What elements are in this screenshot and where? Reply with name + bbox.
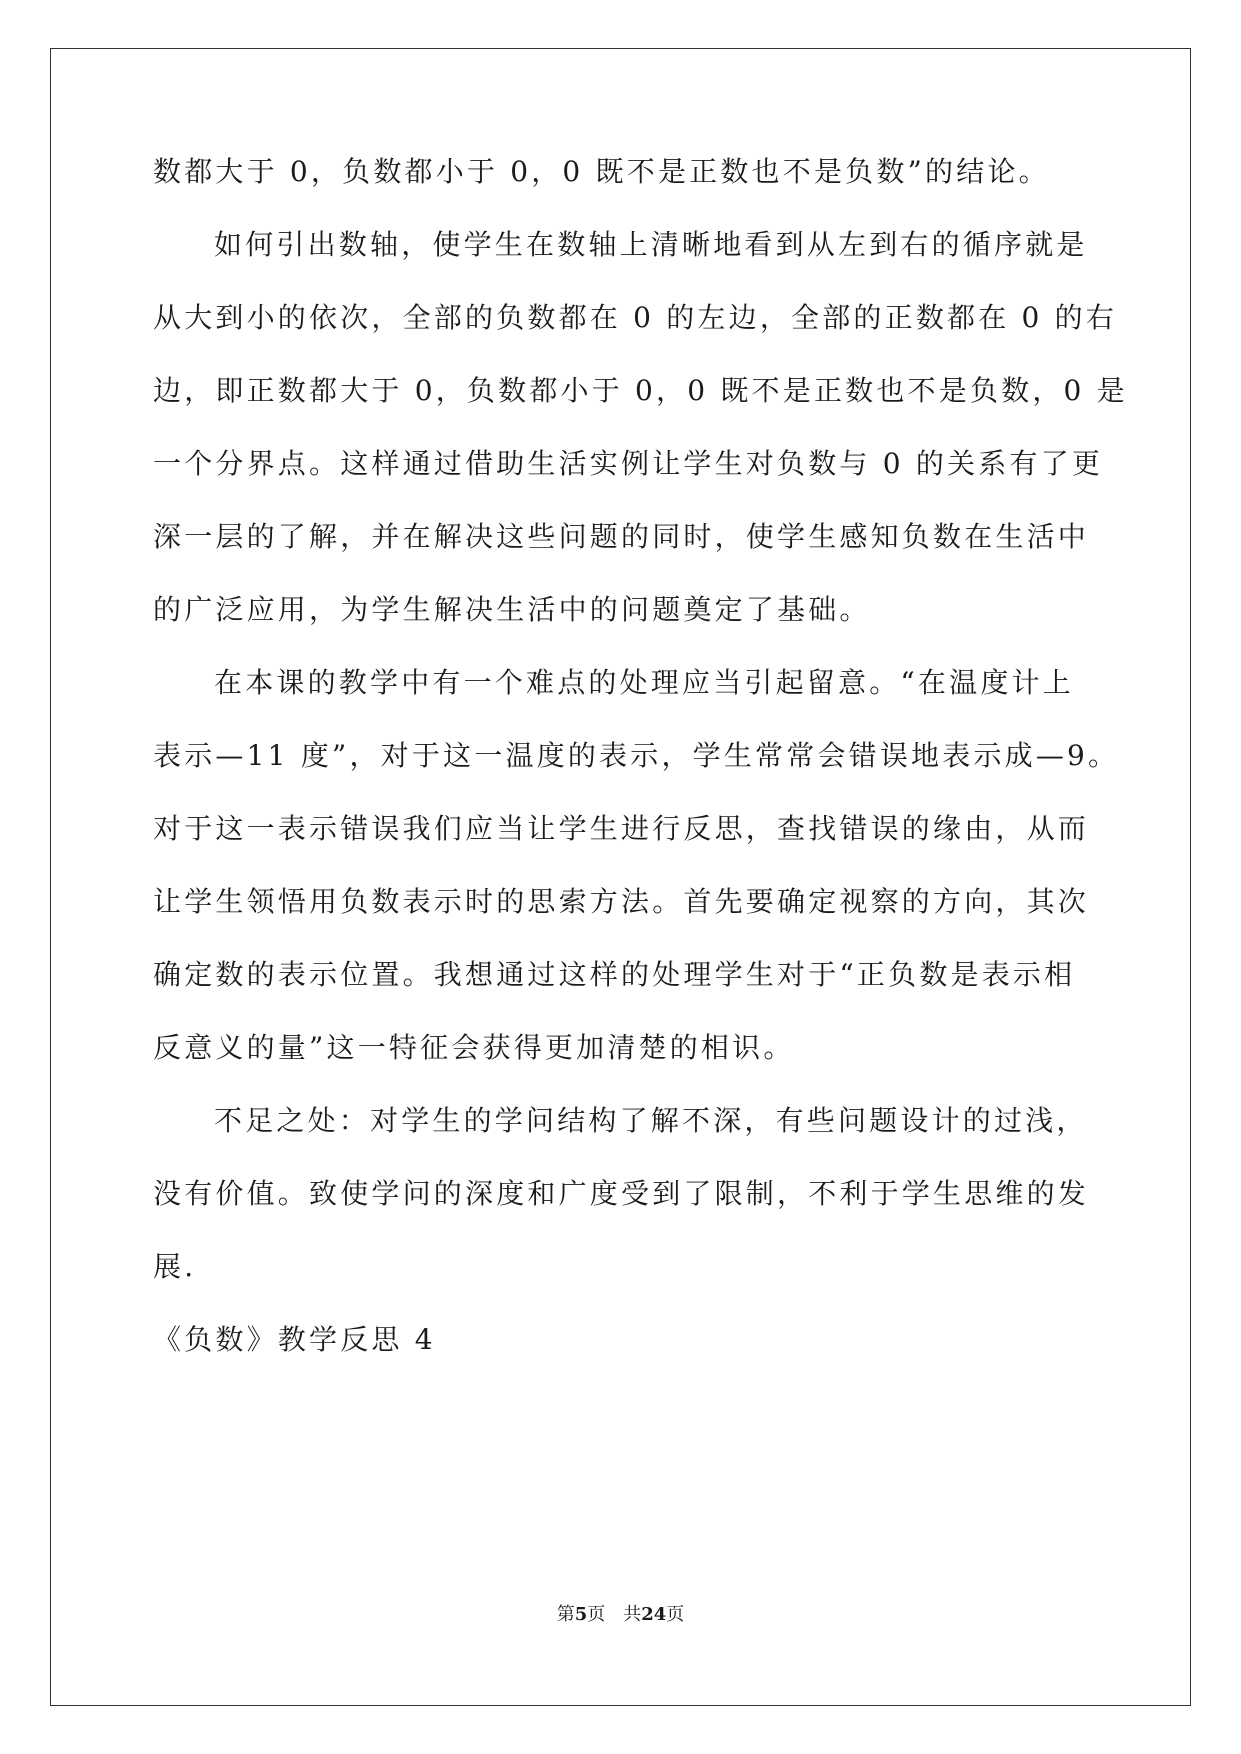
body-line: 数都大于 0，负数都小于 0，0 既不是正数也不是负数”的结论。	[153, 155, 1050, 188]
body-line: 确定数的表示位置。我想通过这样的处理学生对于“正负数是表示相	[153, 958, 1076, 991]
footer-mid: 页 共	[587, 1604, 642, 1625]
paragraph-first-line: 不足之处：对学生的学问结构了解不深，有些问题设计的过浅，	[214, 1104, 1088, 1137]
body-line: 让学生领悟用负数表示时的思索方法。首先要确定视察的方向，其次	[153, 885, 1090, 918]
footer-prefix: 第	[556, 1604, 575, 1625]
section-heading: 《负数》教学反思 4	[153, 1323, 436, 1356]
page-border	[50, 48, 1191, 1706]
paragraph-first-line: 如何引出数轴，使学生在数轴上清晰地看到从左到右的循序就是	[214, 228, 1088, 261]
body-line: 一个分界点。这样通过借助生活实例让学生对负数与 0 的关系有了更	[153, 447, 1104, 480]
page-footer	[0, 1603, 1241, 1627]
body-line: 展.	[153, 1250, 197, 1283]
body-line: 表示—11 度”，对于这一温度的表示，学生常常会错误地表示成—9。	[153, 739, 1120, 772]
body-line: 从大到小的依次，全部的负数都在 0 的左边，全部的正数都在 0 的右	[153, 301, 1118, 334]
body-line: 的广泛应用，为学生解决生活中的问题奠定了基础。	[153, 593, 871, 626]
body-line: 对于这一表示错误我们应当让学生进行反思，查找错误的缘由，从而	[153, 812, 1090, 845]
current-page-number: 5	[574, 1604, 588, 1625]
body-line: 深一层的了解，并在解决这些问题的同时，使学生感知负数在生活中	[153, 520, 1090, 553]
body-line: 没有价值。致使学问的深度和广度受到了限制，不利于学生思维的发	[153, 1177, 1090, 1210]
footer-suffix: 页	[666, 1604, 685, 1625]
body-line: 边，即正数都大于 0，负数都小于 0，0 既不是正数也不是负数，0 是	[153, 374, 1128, 407]
body-line: 反意义的量”这一特征会获得更加清楚的相识。	[153, 1031, 795, 1064]
paragraph-first-line: 在本课的教学中有一个难点的处理应当引起留意。“在温度计上	[214, 666, 1074, 699]
total-page-count: 24	[641, 1604, 667, 1625]
